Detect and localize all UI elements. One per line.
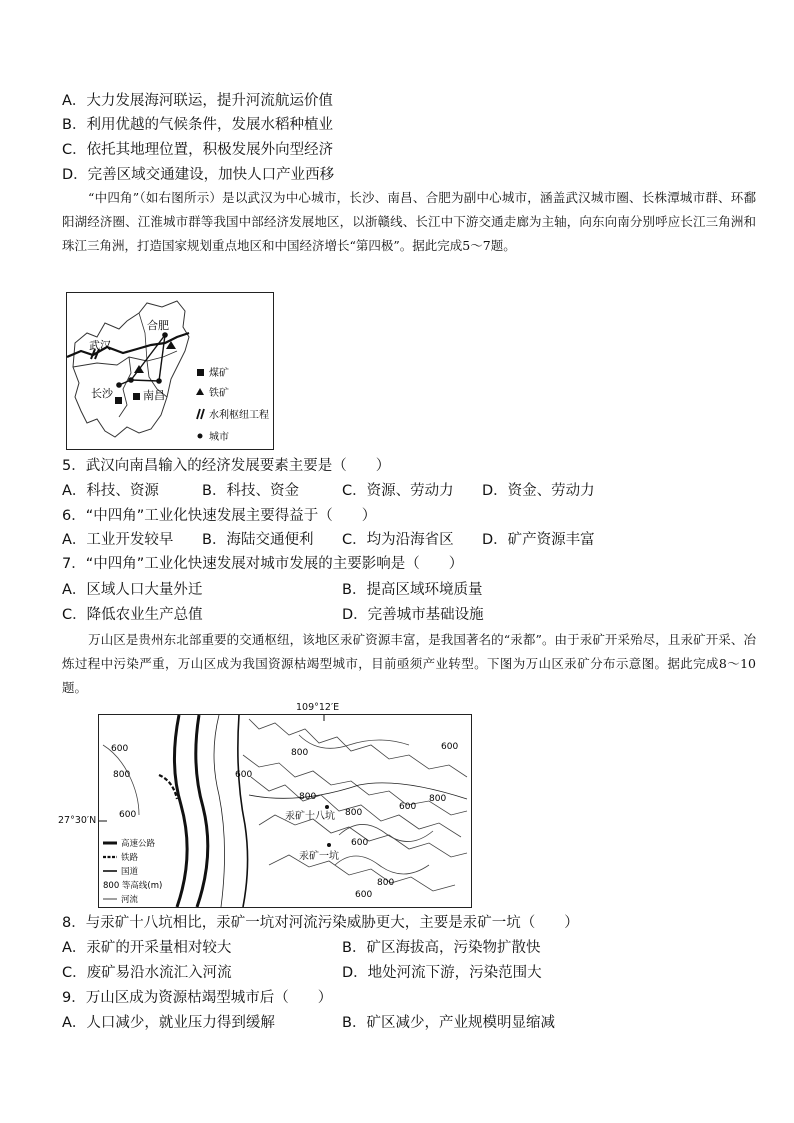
q5-option-b: B．科技、资金: [202, 483, 299, 499]
q5-option-a: A．科技、资源: [62, 483, 159, 499]
legend-coal-icon: [197, 369, 204, 376]
q7-option-b: B．提高区域环境质量: [342, 582, 483, 598]
map1-label-changsha: 长沙: [91, 387, 113, 400]
q7-stem: 7．“中四角”工业化快速发展对城市发展的主要影响是（ ）: [62, 556, 464, 572]
q8-option-a: A．汞矿的开采量相对较大: [62, 940, 232, 956]
map1-label-wuhan: 武汉: [89, 339, 111, 352]
q7-option-c: C．降低农业生产总值: [62, 607, 203, 623]
q4-option-b: B．利用优越的气候条件，发展水稻种植业: [62, 117, 333, 133]
contour-label: 600: [399, 802, 417, 812]
legend-iron-icon: [196, 388, 204, 395]
q4-option-d: D．完善区域交通建设，加快人口产业西移: [62, 167, 335, 183]
q7-option-d: D．完善城市基础设施: [342, 607, 484, 623]
passage-wanshan: 万山区是贵州东北部重要的交通枢纽，该地区汞矿资源丰富，是我国著名的“汞都”。由于汞矿开采殆尽，且汞矿开采、冶炼过程中污染严重，万山区成为我国资源枯竭型城市，目前亟须产业转型。下图为万山区汞矿分布示意图。据此完成8～10题。: [62, 632, 756, 695]
map2-label-mine-1: 汞矿一坑: [299, 851, 339, 862]
q8-stem: 8．与汞矿十八坑相比，汞矿一坑对河流污染威胁更大，主要是汞矿一坑（ ）: [62, 915, 579, 931]
q4-option-c: C．依托其地理位置，积极发展外向型经济: [62, 142, 334, 158]
contour-label: 600: [111, 744, 129, 754]
legend-city-icon: [198, 434, 203, 439]
contour-label: 600: [441, 742, 459, 752]
mine-1-icon: [327, 843, 331, 847]
map-zhongsijiao: [66, 292, 274, 450]
contour-label: 600: [355, 890, 373, 900]
legend-dam-label: 水利枢纽工程: [209, 410, 269, 421]
contour-label: 800: [345, 808, 363, 818]
legend-dam-icon: [197, 409, 204, 419]
map2-longitude-label: 109°12′E: [296, 702, 340, 713]
passage-zhongsijiao: “中四角”（如右图所示）是以武汉为中心城市，长沙、南昌、合肥为副中心城市，涵盖武汉城市圈、长株潭城市群、环鄱阳湖经济圈、江淮城市群等我国中部经济发展地区，以浙赣线、长江中下游交通走廊为主轴，向东向南分别呼应长江三角洲和珠江三角洲，打造国家规划重点地区和中国经济增长“第四极”。据此完成5～7题。: [62, 190, 756, 253]
q9-option-a: A．人口减少，就业压力得到缓解: [62, 1015, 275, 1031]
q6-option-c: C．均为沿海省区: [342, 532, 454, 548]
q4-option-a: A．大力发展海河联运，提升河流航运价值: [62, 93, 333, 109]
contour-label: 800: [299, 792, 317, 802]
q6-stem: 6．“中四角”工业化快速发展主要得益于（ ）: [62, 508, 377, 524]
iron-mine-icon: [134, 365, 144, 373]
q6-option-b: B．海陆交通便利: [202, 532, 314, 548]
map-wanshan: [98, 714, 472, 908]
map1-label-hefei: 合肥: [147, 319, 169, 332]
q9-option-b: B．矿区减少，产业规模明显缩减: [342, 1015, 555, 1031]
q5-option-d: D．资金、劳动力: [482, 483, 595, 499]
city-nanchang-icon: [156, 378, 162, 384]
q8-option-b: B．矿区海拔高，污染物扩散快: [342, 940, 541, 956]
q7-option-a: A．区域人口大量外迁: [62, 582, 203, 598]
city-hefei-icon: [162, 332, 168, 338]
contour-label: 600: [119, 810, 137, 820]
legend-highway-label: 高速公路: [121, 839, 156, 849]
legend-river-label: 河流: [121, 895, 139, 905]
map1-label-nanchang: 南昌: [143, 389, 165, 402]
coal-mine-icon: [115, 397, 122, 404]
contour-label: 800: [377, 878, 395, 888]
city-changsha-icon: [116, 382, 122, 388]
q8-option-d: D．地处河流下游，污染范围大: [342, 965, 542, 981]
map2-label-mine-18: 汞矿十八坑: [285, 811, 335, 822]
legend-railway-label: 铁路: [121, 853, 139, 863]
q6-option-d: D．矿产资源丰富: [482, 532, 595, 548]
legend-coal-label: 煤矿: [209, 368, 229, 379]
legend-iron-label: 铁矿: [209, 388, 229, 399]
mine-18-icon: [325, 805, 329, 809]
legend-city-label: 城市: [209, 432, 229, 443]
contour-label: 800: [429, 794, 447, 804]
contour-label: 800: [291, 748, 309, 758]
city-wuhan-icon: [128, 377, 134, 383]
q5-option-c: C．资源、劳动力: [342, 483, 454, 499]
q6-option-a: A．工业开发较早: [62, 532, 174, 548]
contour-label: 600: [235, 770, 253, 780]
contour-label: 800: [113, 770, 131, 780]
q9-stem: 9．万山区成为资源枯竭型城市后（ ）: [62, 990, 333, 1006]
contour-label: 600: [351, 838, 369, 848]
legend-road-label: 国道: [121, 867, 139, 877]
legend-contour-label: 800 等高线(m): [103, 881, 163, 891]
coal-mine-icon: [133, 393, 140, 400]
q8-option-c: C．废矿易沿水流汇入河流: [62, 965, 232, 981]
map2-latitude-label: 27°30′N: [58, 815, 97, 826]
q5-stem: 5．武汉向南昌输入的经济发展要素主要是（ ）: [62, 458, 391, 474]
